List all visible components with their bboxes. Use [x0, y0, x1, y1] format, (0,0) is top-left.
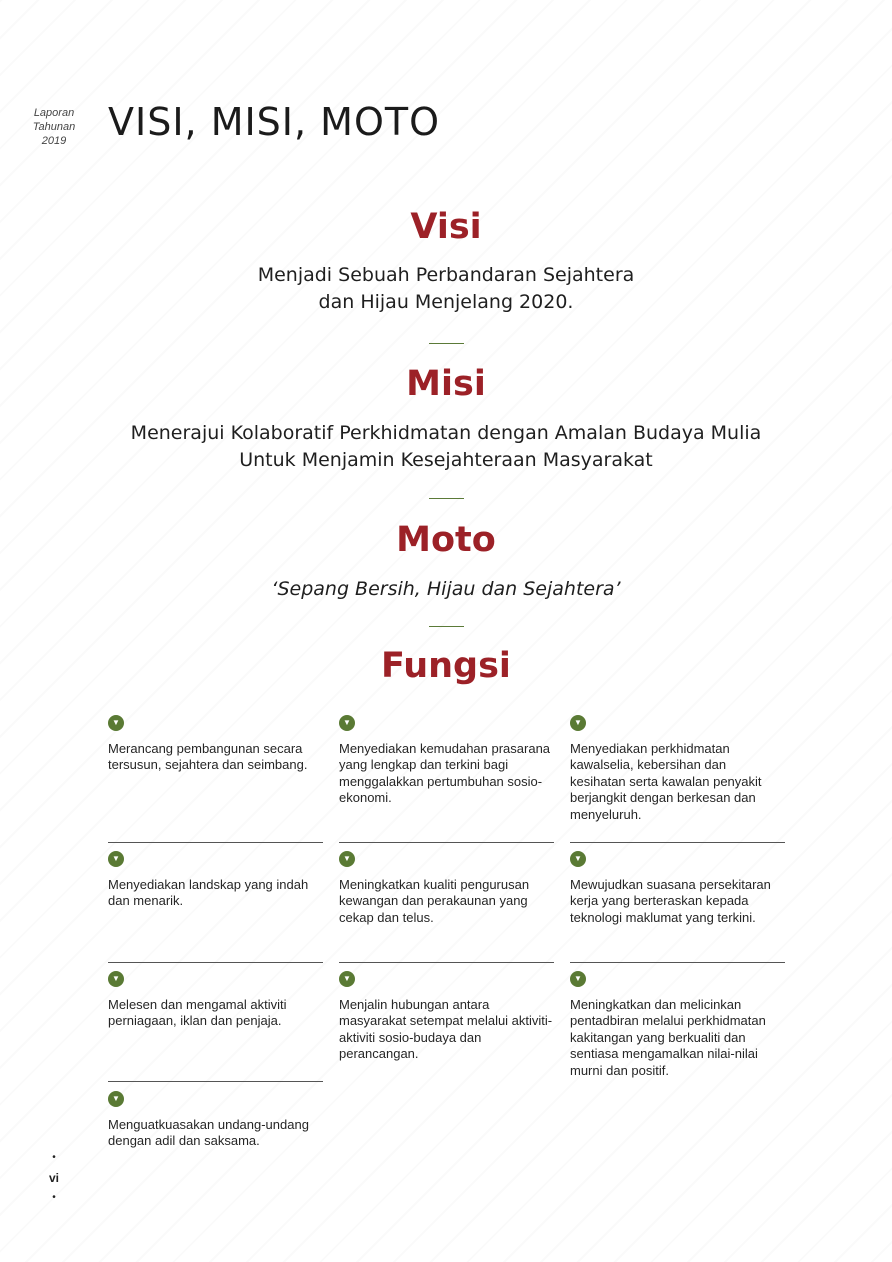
misi-heading: Misi [406, 364, 486, 404]
chevron-down-circle-icon: ▼ [339, 971, 355, 987]
divider-line [108, 1081, 323, 1082]
function-text: Merancang pembangunan secara tersusun, sejahtera dan seimbang. [108, 741, 308, 773]
function-item [108, 1091, 323, 1150]
bullet-dot: • [52, 1152, 56, 1163]
chevron-down-circle-icon: ▼ [108, 971, 124, 987]
function-text: Menyediakan kemudahan prasarana yang lengkap dan terkini bagi menggalakkan pertumbuhan sosio-ekonomi. [339, 741, 551, 806]
chevron-down-circle-icon: ▼ [339, 715, 355, 731]
function-text: Meningkatkan dan melicinkan pentadbiran melalui perkhidmatan kakitangan yang berkualiti dan sentiasa mengamalkan nilai-nilai murni dan positif. [570, 997, 766, 1078]
section-divider [429, 626, 464, 627]
function-item [339, 851, 554, 926]
chevron-down-circle-icon: ▼ [570, 715, 586, 731]
divider-line [339, 842, 554, 843]
section-divider [429, 498, 464, 499]
function-text: Meningkatkan kualiti pengurusan kewangan dan perakaunan yang cekap dan telus. [339, 877, 530, 925]
report-label-line: Tahunan [32, 121, 76, 133]
bullet-dot: • [52, 1192, 56, 1203]
chevron-down-circle-icon: ▼ [108, 715, 124, 731]
moto-heading: Moto [396, 520, 496, 560]
chevron-down-circle-icon: ▼ [108, 1091, 124, 1107]
divider-line [339, 962, 554, 963]
misi-statement [0, 420, 892, 474]
fungsi-heading: Fungsi [381, 646, 511, 686]
divider-line [108, 842, 323, 843]
function-item [570, 971, 785, 1079]
page-number-text: vi [48, 1171, 59, 1185]
function-item [108, 971, 323, 1030]
chevron-down-circle-icon: ▼ [108, 851, 124, 867]
report-label-line: Laporan [33, 107, 75, 119]
function-text: Menjalin hubungan antara masyarakat setempat melalui aktiviti-aktiviti sosio-budaya dan perancangan. [339, 997, 553, 1062]
function-text: Melesen dan mengamal aktiviti perniagaan, iklan dan penjaja. [108, 997, 287, 1029]
function-item [570, 715, 785, 823]
function-item [570, 851, 785, 926]
function-text: Menyediakan landskap yang indah dan menarik. [108, 877, 309, 909]
visi-line: dan Hijau Menjelang 2020. [318, 291, 574, 313]
divider-line [570, 842, 785, 843]
function-item [108, 715, 323, 774]
moto-statement: ‘Sepang Bersih, Hijau dan Sejahtera’ [271, 578, 621, 600]
section-divider [429, 343, 464, 344]
divider-line [108, 962, 323, 963]
report-label [28, 106, 80, 148]
function-item [339, 715, 554, 807]
chevron-down-circle-icon: ▼ [570, 971, 586, 987]
divider-line [570, 962, 785, 963]
visi-heading: Visi [410, 207, 482, 247]
function-item [339, 971, 554, 1063]
chevron-down-circle-icon: ▼ [339, 851, 355, 867]
function-item [108, 851, 323, 910]
function-text: Menyediakan perkhidmatan kawalselia, kebersihan dan kesihatan serta kawalan penyakit berjangkit dengan berkesan dan menyeluruh. [570, 741, 762, 822]
page-title: VISI, MISI, MOTO [108, 100, 440, 144]
misi-line: Untuk Menjamin Kesejahteraan Masyarakat [239, 449, 653, 471]
function-text: Mewujudkan suasana persekitaran kerja yang berteraskan kepada teknologi maklumat yang terkini. [570, 877, 771, 925]
visi-line: Menjadi Sebuah Perbandaran Sejahtera [257, 264, 635, 286]
chevron-down-circle-icon: ▼ [570, 851, 586, 867]
function-text: Menguatkuasakan undang-undang dengan adil dan saksama. [108, 1117, 309, 1149]
visi-statement [0, 262, 892, 316]
misi-line: Menerajui Kolaboratif Perkhidmatan dengan Amalan Budaya Mulia [130, 422, 762, 444]
report-label-line: 2019 [41, 135, 67, 147]
page-number [40, 1148, 68, 1208]
